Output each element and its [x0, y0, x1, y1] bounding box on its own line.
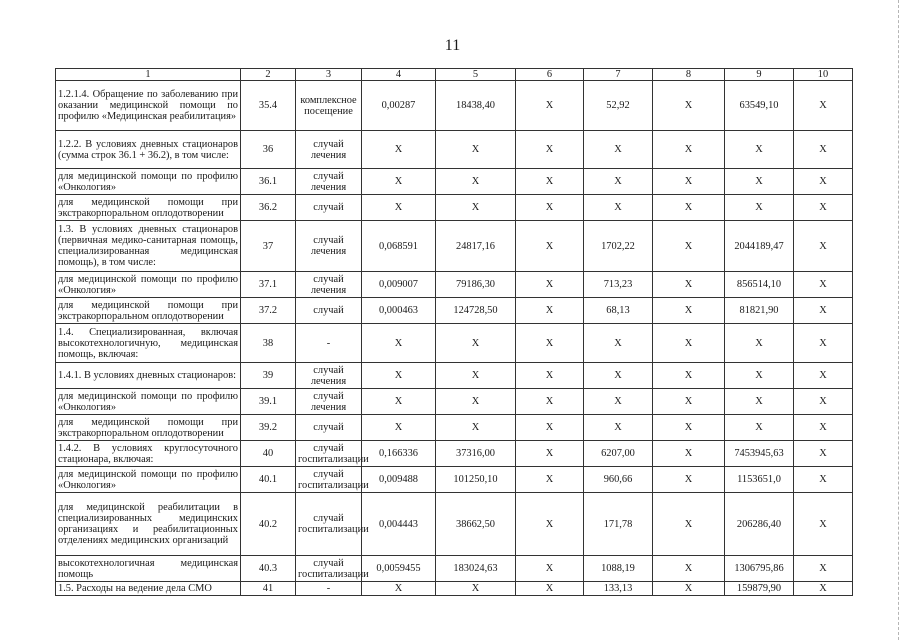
row-label-cell: 1.5. Расходы на ведение дела СМО [56, 582, 241, 596]
row-number-cell: 37.2 [241, 298, 296, 324]
total-cost-cell: X [725, 169, 794, 195]
col-6-cell: X [516, 441, 584, 467]
row-number-cell: 37.1 [241, 272, 296, 298]
per-capita-cell: 1088,19 [584, 556, 653, 582]
col-8-cell: X [653, 493, 725, 556]
header-cell: 5 [436, 69, 516, 81]
total-cost-cell: 1306795,86 [725, 556, 794, 582]
col-10-cell: X [794, 131, 853, 169]
total-cost-cell: X [725, 324, 794, 363]
row-number-cell: 36.2 [241, 195, 296, 221]
norm-volume-cell: 0,068591 [362, 221, 436, 272]
row-label-cell: 1.2.2. В условиях дневных стационаров (сумма строк 36.1 + 36.2), в том числе: [56, 131, 241, 169]
col-10-cell: X [794, 389, 853, 415]
col-6-cell: X [516, 195, 584, 221]
cost-per-unit-cell: X [436, 415, 516, 441]
per-capita-cell: 713,23 [584, 272, 653, 298]
table-row [56, 298, 853, 324]
col-6-cell: X [516, 221, 584, 272]
row-label-cell: 1.2.1.4. Обращение по заболеванию при оказании медицинской помощи по профилю «Медицинская реабилитация» [56, 81, 241, 131]
table-row [56, 195, 853, 221]
row-label-cell: для медицинской помощи при экстракорпоральном оплодотворении [56, 195, 241, 221]
header-cell: 4 [362, 69, 436, 81]
unit-cell: - [296, 582, 362, 596]
col-8-cell: X [653, 467, 725, 493]
col-10-cell: X [794, 324, 853, 363]
cost-per-unit-cell: 183024,63 [436, 556, 516, 582]
col-8-cell: X [653, 81, 725, 131]
col-10-cell: X [794, 169, 853, 195]
table-row [56, 493, 853, 556]
table-row [56, 221, 853, 272]
unit-cell: случай лечения [296, 131, 362, 169]
col-10-cell: X [794, 195, 853, 221]
total-cost-cell: 7453945,63 [725, 441, 794, 467]
col-10-cell: X [794, 441, 853, 467]
total-cost-cell: 1153651,0 [725, 467, 794, 493]
norm-volume-cell: 0,009007 [362, 272, 436, 298]
col-10-cell: X [794, 556, 853, 582]
row-number-cell: 40 [241, 441, 296, 467]
total-cost-cell: 856514,10 [725, 272, 794, 298]
row-label-cell: 1.4.1. В условиях дневных стационаров: [56, 363, 241, 389]
norm-volume-cell: X [362, 363, 436, 389]
row-label-cell: 1.4.2. В условиях круглосуточного стационара, включая: [56, 441, 241, 467]
row-label-cell: для медицинской помощи при экстракорпоральном оплодотворении [56, 415, 241, 441]
per-capita-cell: X [584, 169, 653, 195]
col-10-cell: X [794, 221, 853, 272]
row-label-cell: 1.3. В условиях дневных стационаров (первичная медико-санитарная помощь, специализированная медицинская помощь), в том числе: [56, 221, 241, 272]
per-capita-cell: 171,78 [584, 493, 653, 556]
table-row [56, 324, 853, 363]
cost-per-unit-cell: X [436, 324, 516, 363]
per-capita-cell: X [584, 389, 653, 415]
row-number-cell: 36 [241, 131, 296, 169]
row-label-cell: 1.4. Специализированная, включая высокотехнологичную, медицинская помощь, включая: [56, 324, 241, 363]
unit-cell: случай [296, 298, 362, 324]
col-10-cell: X [794, 298, 853, 324]
col-6-cell: X [516, 298, 584, 324]
total-cost-cell: 206286,40 [725, 493, 794, 556]
col-6-cell: X [516, 131, 584, 169]
cost-per-unit-cell: 18438,40 [436, 81, 516, 131]
per-capita-cell: X [584, 131, 653, 169]
row-label-cell: для медицинской помощи по профилю «Онкология» [56, 272, 241, 298]
unit-cell: случай лечения [296, 169, 362, 195]
col-6-cell: X [516, 582, 584, 596]
unit-cell: случай [296, 195, 362, 221]
row-label-cell: для медицинской помощи по профилю «Онкология» [56, 389, 241, 415]
per-capita-cell: 1702,22 [584, 221, 653, 272]
unit-cell: случай лечения [296, 272, 362, 298]
col-8-cell: X [653, 195, 725, 221]
norm-volume-cell: 0,166336 [362, 441, 436, 467]
total-cost-cell: X [725, 389, 794, 415]
page-number: 11 [444, 37, 461, 54]
unit-cell: - [296, 324, 362, 363]
total-cost-cell: 81821,90 [725, 298, 794, 324]
header-cell: 10 [794, 69, 853, 81]
norm-volume-cell: 0,004443 [362, 493, 436, 556]
unit-cell: случай госпитализации [296, 467, 362, 493]
table-row [56, 169, 853, 195]
unit-cell: случай госпитализации [296, 441, 362, 467]
row-number-cell: 41 [241, 582, 296, 596]
col-6-cell: X [516, 389, 584, 415]
norm-volume-cell: X [362, 582, 436, 596]
norm-volume-cell: 0,009488 [362, 467, 436, 493]
table-row [56, 81, 853, 131]
norm-volume-cell: 0,00287 [362, 81, 436, 131]
unit-cell: комплексное посещение [296, 81, 362, 131]
table-row [56, 131, 853, 169]
total-cost-cell: X [725, 415, 794, 441]
total-cost-cell: 159879,90 [725, 582, 794, 596]
col-6-cell: X [516, 363, 584, 389]
table-row [56, 467, 853, 493]
row-number-cell: 38 [241, 324, 296, 363]
row-label-cell: для медицинской реабилитации в специализированных медицинских организациях и реабилитационных отделениях медицинских организаций [56, 493, 241, 556]
col-8-cell: X [653, 169, 725, 195]
cost-per-unit-cell: 101250,10 [436, 467, 516, 493]
header-cell: 1 [56, 69, 241, 81]
col-10-cell: X [794, 272, 853, 298]
per-capita-cell: X [584, 363, 653, 389]
row-number-cell: 40.1 [241, 467, 296, 493]
col-8-cell: X [653, 441, 725, 467]
total-cost-cell: X [725, 363, 794, 389]
norm-volume-cell: X [362, 389, 436, 415]
col-6-cell: X [516, 272, 584, 298]
unit-cell: случай госпитализации [296, 556, 362, 582]
col-6-cell: X [516, 467, 584, 493]
unit-cell: случай госпитализации [296, 493, 362, 556]
cost-per-unit-cell: 124728,50 [436, 298, 516, 324]
row-label-cell: для медицинской помощи по профилю «Онкология» [56, 169, 241, 195]
col-8-cell: X [653, 272, 725, 298]
row-number-cell: 40.2 [241, 493, 296, 556]
col-10-cell: X [794, 415, 853, 441]
total-cost-cell: X [725, 195, 794, 221]
total-cost-cell: 63549,10 [725, 81, 794, 131]
cost-per-unit-cell: 37316,00 [436, 441, 516, 467]
col-10-cell: X [794, 582, 853, 596]
header-cell: 6 [516, 69, 584, 81]
row-number-cell: 37 [241, 221, 296, 272]
per-capita-cell: 68,13 [584, 298, 653, 324]
col-8-cell: X [653, 415, 725, 441]
cost-per-unit-cell: X [436, 131, 516, 169]
cost-per-unit-cell: X [436, 582, 516, 596]
per-capita-cell: 133,13 [584, 582, 653, 596]
col-8-cell: X [653, 298, 725, 324]
col-6-cell: X [516, 324, 584, 363]
norm-volume-cell: X [362, 415, 436, 441]
page-edge-line [897, 0, 899, 640]
col-8-cell: X [653, 324, 725, 363]
header-cell: 9 [725, 69, 794, 81]
unit-cell: случай [296, 415, 362, 441]
header-cell: 7 [584, 69, 653, 81]
col-8-cell: X [653, 221, 725, 272]
header-cell: 8 [653, 69, 725, 81]
row-label-cell: для медицинской помощи по профилю «Онкология» [56, 467, 241, 493]
col-8-cell: X [653, 131, 725, 169]
unit-cell: случай лечения [296, 363, 362, 389]
cost-per-unit-cell: X [436, 389, 516, 415]
table-row [56, 556, 853, 582]
per-capita-cell: X [584, 324, 653, 363]
unit-cell: случай лечения [296, 389, 362, 415]
header-cell: 2 [241, 69, 296, 81]
row-number-cell: 39.1 [241, 389, 296, 415]
col-6-cell: X [516, 556, 584, 582]
unit-cell: случай лечения [296, 221, 362, 272]
row-label-cell: высокотехнологичная медицинская помощь [56, 556, 241, 582]
per-capita-cell: X [584, 195, 653, 221]
cost-per-unit-cell: 24817,16 [436, 221, 516, 272]
row-number-cell: 39 [241, 363, 296, 389]
per-capita-cell: 960,66 [584, 467, 653, 493]
row-number-cell: 39.2 [241, 415, 296, 441]
col-8-cell: X [653, 582, 725, 596]
data-table [55, 68, 853, 596]
col-8-cell: X [653, 556, 725, 582]
per-capita-cell: X [584, 415, 653, 441]
table-row [56, 415, 853, 441]
cost-per-unit-cell: X [436, 195, 516, 221]
col-10-cell: X [794, 493, 853, 556]
table-row [56, 272, 853, 298]
table-row [56, 441, 853, 467]
row-label-cell: для медицинской помощи при экстракорпоральном оплодотворении [56, 298, 241, 324]
table-row [56, 363, 853, 389]
col-10-cell: X [794, 81, 853, 131]
cost-per-unit-cell: X [436, 363, 516, 389]
col-10-cell: X [794, 467, 853, 493]
col-6-cell: X [516, 169, 584, 195]
header-row [56, 69, 853, 81]
total-cost-cell: 2044189,47 [725, 221, 794, 272]
header-cell: 3 [296, 69, 362, 81]
cost-per-unit-cell: 38662,50 [436, 493, 516, 556]
total-cost-cell: X [725, 131, 794, 169]
cost-per-unit-cell: X [436, 169, 516, 195]
col-6-cell: X [516, 415, 584, 441]
norm-volume-cell: X [362, 169, 436, 195]
col-8-cell: X [653, 363, 725, 389]
row-number-cell: 35.4 [241, 81, 296, 131]
col-6-cell: X [516, 81, 584, 131]
norm-volume-cell: 0,0059455 [362, 556, 436, 582]
row-number-cell: 40.3 [241, 556, 296, 582]
cost-per-unit-cell: 79186,30 [436, 272, 516, 298]
norm-volume-cell: X [362, 131, 436, 169]
table-row [56, 582, 853, 596]
col-8-cell: X [653, 389, 725, 415]
row-number-cell: 36.1 [241, 169, 296, 195]
norm-volume-cell: X [362, 324, 436, 363]
col-10-cell: X [794, 363, 853, 389]
per-capita-cell: 6207,00 [584, 441, 653, 467]
table-row [56, 389, 853, 415]
col-6-cell: X [516, 493, 584, 556]
per-capita-cell: 52,92 [584, 81, 653, 131]
norm-volume-cell: 0,000463 [362, 298, 436, 324]
norm-volume-cell: X [362, 195, 436, 221]
